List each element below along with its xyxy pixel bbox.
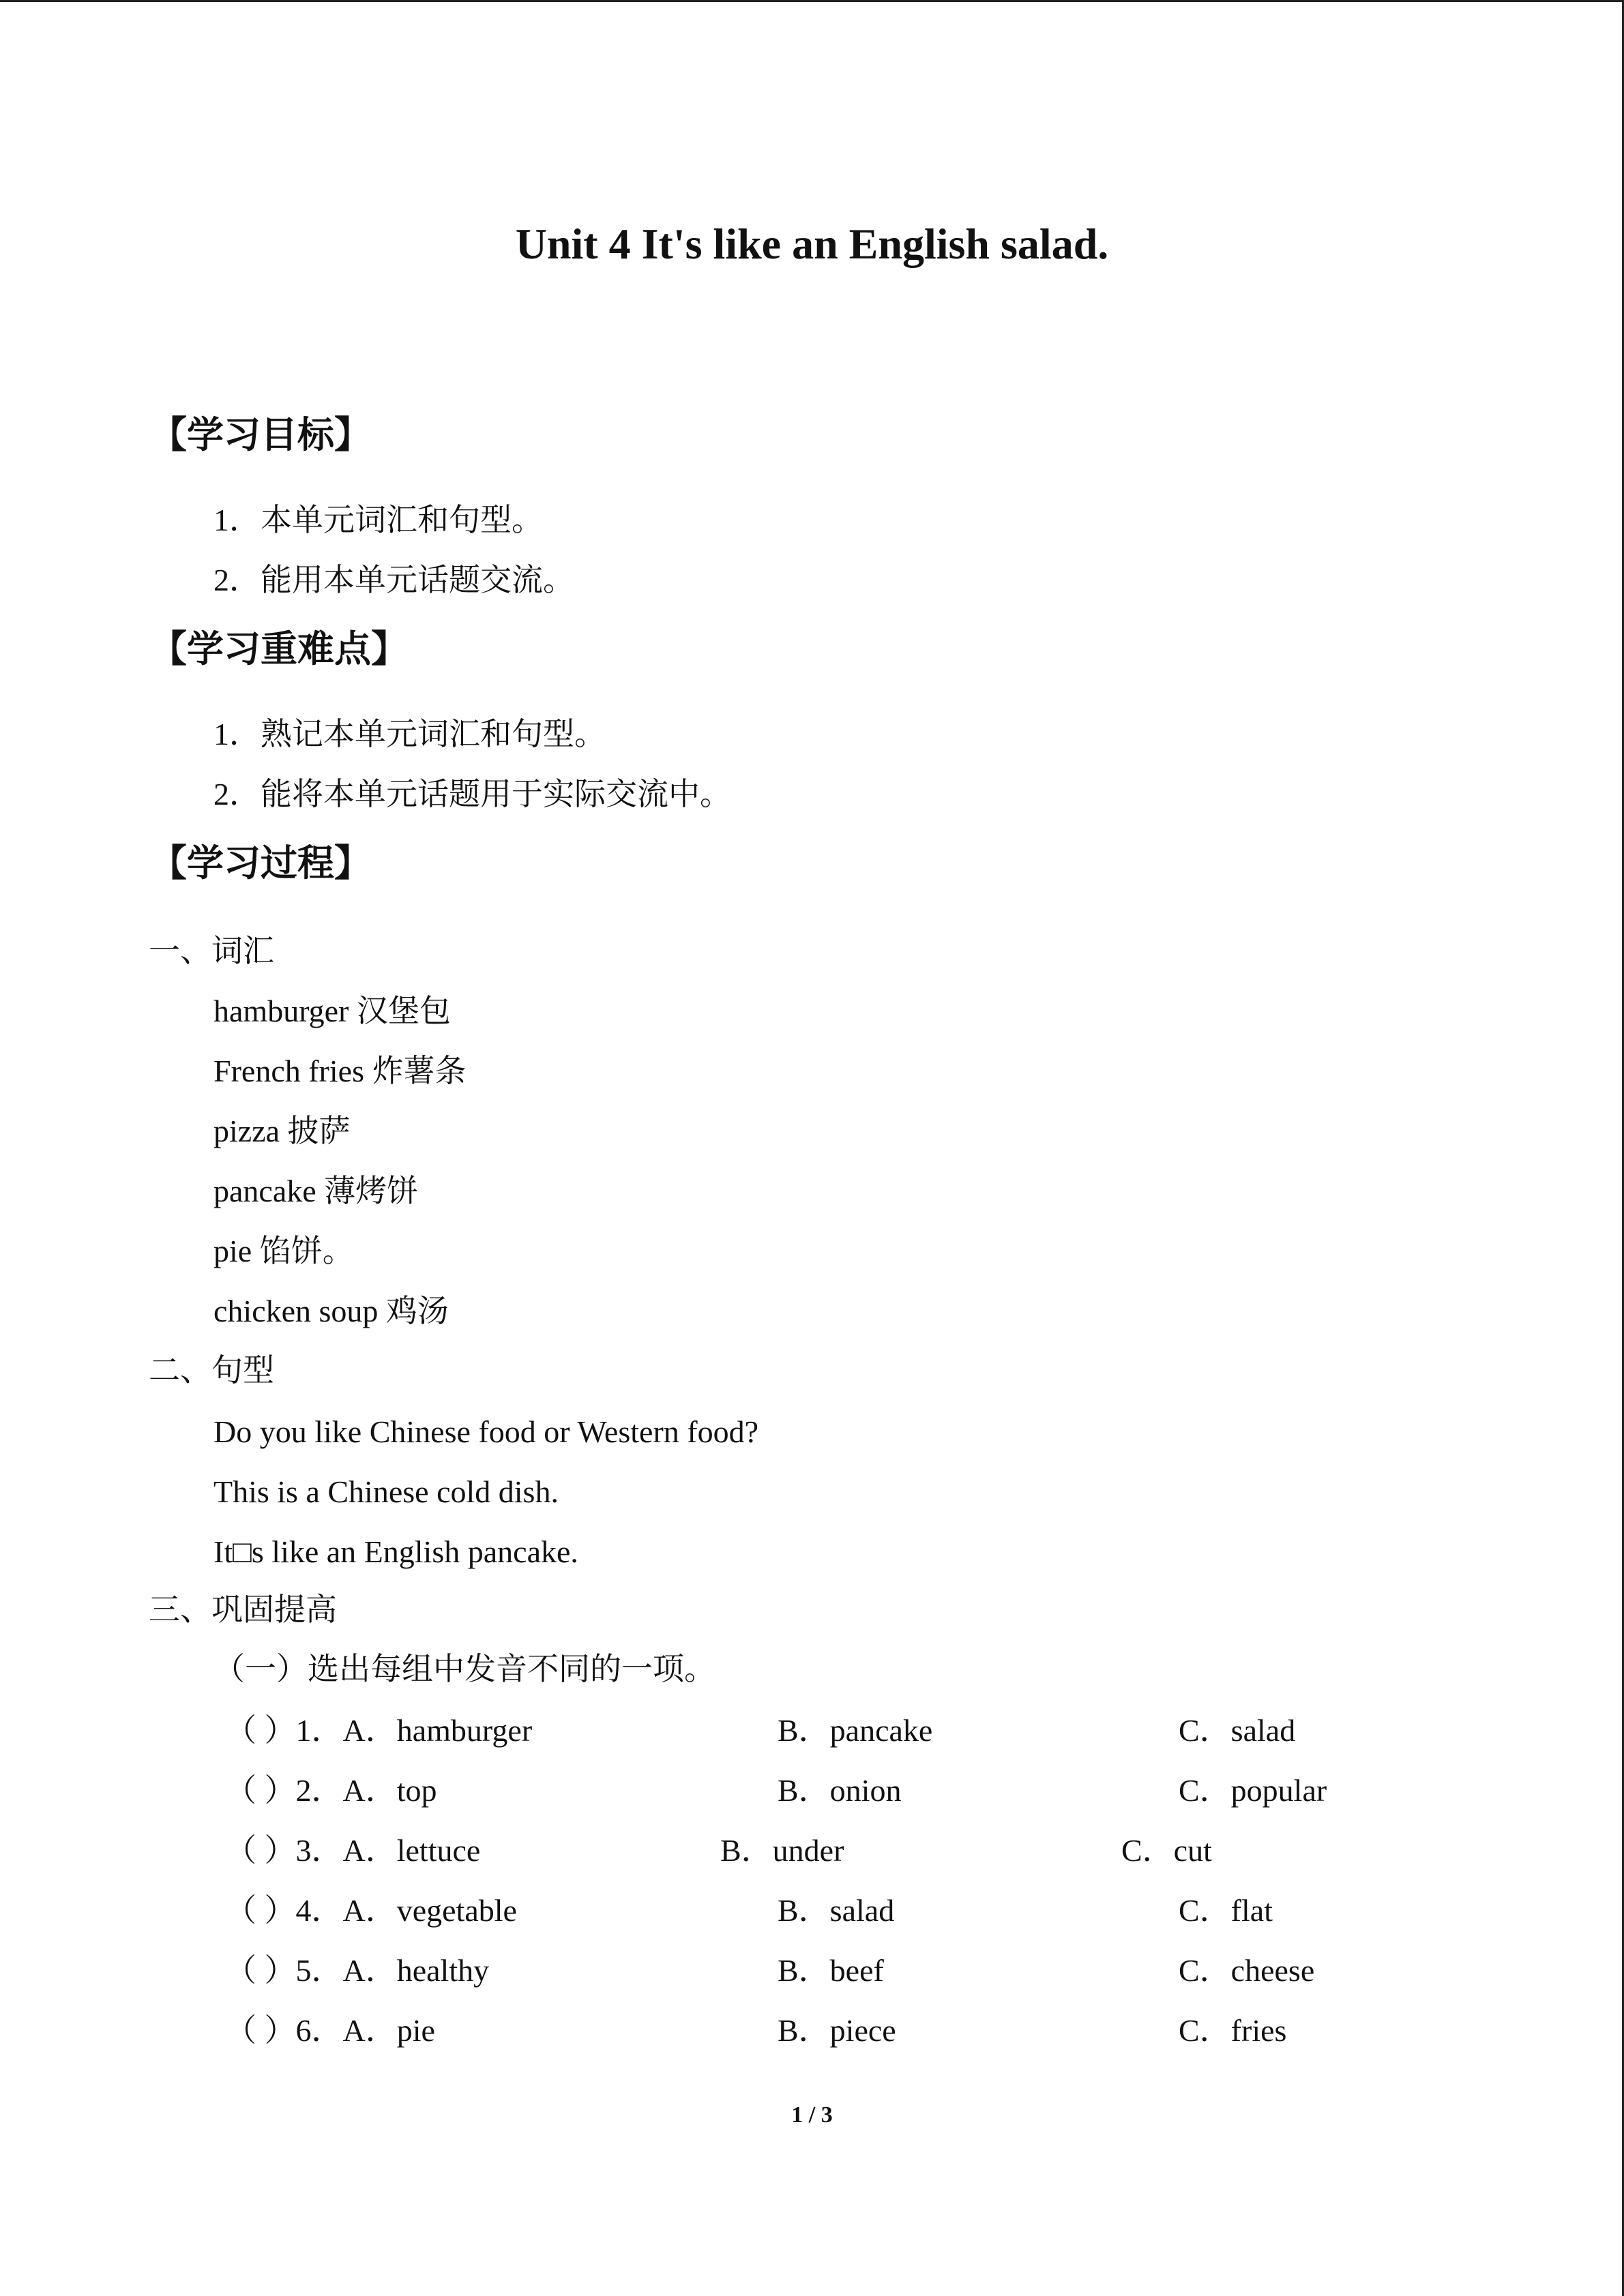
sentence-item: It□s like an English pancake.	[213, 1534, 578, 1569]
question-option-c: C．cut	[1121, 1833, 1212, 1868]
question-option-c: C．salad	[1179, 1713, 1296, 1748]
vocab-item: pizza 披萨	[213, 1114, 351, 1148]
question-option-b: B．under	[720, 1833, 844, 1868]
practice-heading: 三、巩固提高	[149, 1592, 337, 1627]
question-option-b: B．piece	[778, 2013, 896, 2048]
top-border	[0, 0, 1624, 2]
page-title: Unit 4 It's like an English salad.	[515, 220, 1109, 268]
key-point-item: 1．熟记本单元词汇和句型。	[213, 717, 606, 751]
sentence-item: This is a Chinese cold dish.	[213, 1474, 559, 1509]
vocab-item: hamburger 汉堡包	[213, 994, 451, 1028]
sentences-heading: 二、句型	[149, 1353, 274, 1388]
key-point-item: 2．能将本单元话题用于实际交流中。	[213, 777, 731, 811]
question-option-b: B．pancake	[778, 1713, 933, 1748]
question-option-b: B．beef	[778, 1953, 884, 1988]
sentence-item: Do you like Chinese food or Western food?	[213, 1414, 759, 1449]
question-option-c: C．cheese	[1179, 1953, 1315, 1988]
page-number: 1 / 3	[791, 2102, 833, 2128]
question-a: （ ）4．A．vegetable	[225, 1893, 517, 1928]
question-a: （ ）2．A．top	[225, 1773, 437, 1808]
question-a: （ ）3．A．lettuce	[225, 1833, 481, 1868]
vocab-item: pancake 薄烤饼	[213, 1174, 419, 1208]
practice-instruction: （一）选出每组中发音不同的一项。	[213, 1652, 715, 1686]
question-option-c: C．flat	[1179, 1893, 1273, 1928]
objective-item: 2．能用本单元话题交流。	[213, 563, 574, 597]
vocab-item: French fries 炸薯条	[213, 1054, 467, 1088]
question-option-c: C．fries	[1179, 2013, 1287, 2048]
process-heading: 【学习过程】	[150, 843, 371, 884]
vocab-item: pie 馅饼。	[213, 1234, 354, 1268]
vocab-heading: 一、词汇	[149, 934, 274, 968]
question-option-b: B．onion	[778, 1773, 902, 1808]
objective-item: 1．本单元词汇和句型。	[213, 503, 543, 537]
question-option-c: C．popular	[1179, 1773, 1327, 1808]
question-a: （ ）6．A．pie	[225, 2013, 435, 2048]
question-option-b: B．salad	[778, 1893, 895, 1928]
question-a: （ ）1．A．hamburger	[225, 1713, 533, 1748]
question-a: （ ）5．A．healthy	[225, 1953, 490, 1988]
vocab-item: chicken soup 鸡汤	[213, 1294, 449, 1328]
objectives-heading: 【学习目标】	[150, 415, 371, 456]
key-points-heading: 【学习重难点】	[150, 629, 408, 670]
